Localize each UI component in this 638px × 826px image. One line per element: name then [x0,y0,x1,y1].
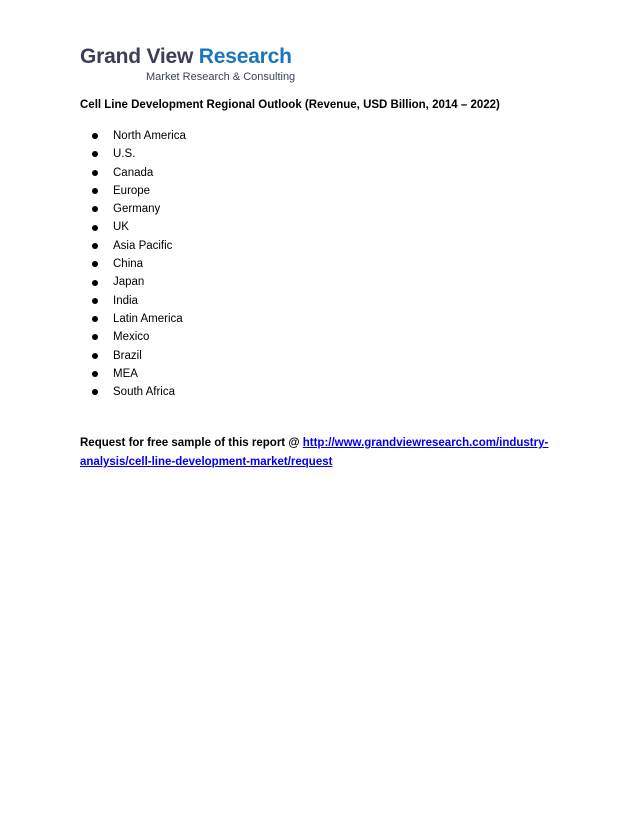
bullet-icon [92,389,98,395]
sample-request-paragraph [80,434,550,472]
bullet-icon [92,316,98,322]
region-label: South Africa [113,386,176,399]
logo-name-part2: Research [198,45,292,68]
bullet-icon [92,151,98,157]
region-label: Asia Pacific [113,239,173,252]
bullet-icon [92,170,98,176]
list-item [92,347,186,365]
region-label: U.S. [113,148,136,161]
region-label: Mexico [113,331,150,344]
logo-title [80,44,292,70]
region-label: Germany [113,203,161,216]
list-item [92,164,186,182]
bullet-icon [92,280,98,286]
bullet-icon [92,243,98,249]
request-link-line1: http://www.grandviewresearch.com/industry- [302,437,549,449]
region-label: Japan [113,276,145,289]
bullet-icon [92,334,98,340]
region-label: MEA [113,367,138,380]
region-label: India [113,294,138,307]
bullet-icon [92,261,98,267]
logo-name-part1: Grand View [80,45,194,68]
bullet-icon [92,225,98,231]
list-item [92,145,186,163]
region-label: UK [113,221,129,234]
list-item [92,200,186,218]
bullet-icon [92,371,98,377]
region-list [92,127,186,401]
region-label: Europe [113,184,151,197]
bullet-icon [92,353,98,359]
region-label: Latin America [113,312,183,325]
request-link-line2: analysis/cell-line-development-market/request [80,456,333,468]
list-item [92,292,186,310]
list-item [92,310,186,328]
region-label: Canada [113,166,154,179]
section-heading: Cell Line Development Regional Outlook (Revenue, USD Billion, 2014 – 2022) [80,99,500,111]
bullet-icon [92,298,98,304]
region-label: China [113,258,144,271]
bullet-icon [92,206,98,212]
list-item [92,127,186,145]
bullet-icon [92,188,98,194]
list-item [92,218,186,236]
list-item [92,237,186,255]
list-item [92,273,186,291]
logo-tagline: Market Research & Consulting [146,71,296,83]
list-item [92,383,186,401]
company-logo [80,44,300,88]
list-item [92,255,186,273]
list-item [92,182,186,200]
list-item [92,365,186,383]
list-item [92,328,186,346]
bullet-icon [92,133,98,139]
request-prefix: Request for free sample of this report @ [80,437,303,449]
region-label: Brazil [113,349,142,362]
region-label: North America [113,130,186,142]
